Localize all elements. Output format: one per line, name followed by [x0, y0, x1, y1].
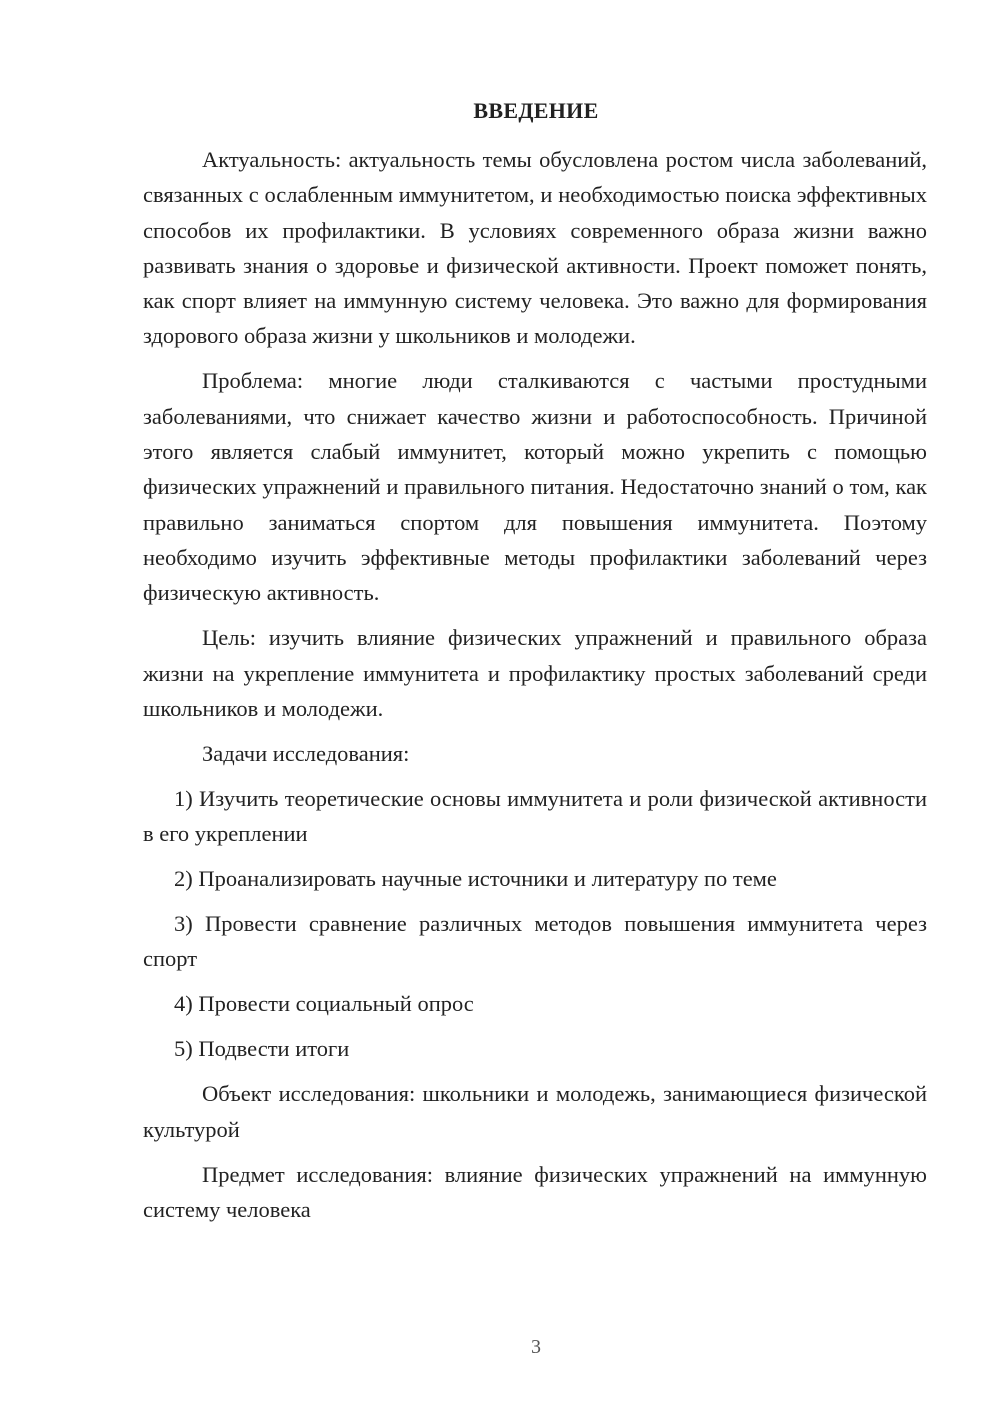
paragraph-subject: Предмет исследования: влияние физических упражнений на иммунную систему человека: [143, 1161, 927, 1222]
task-item-2: 2) Проанализировать научные источники и литературу по теме: [174, 866, 777, 892]
task-item-5: 5) Подвести итоги: [174, 1036, 350, 1062]
paragraph-problem: Проблема: многие люди сталкиваются с частыми простудными заболеваниями, что снижает качество жизни и работоспособность. Причиной этого является слабый иммунитет, который можно укрепить с помощью физических упражнений и правильного питания. Недостаточно знаний о том, как правильно заниматься спортом для повышения иммунитета. Поэтому необходимо изучить эффективные методы профилактики заболеваний через физическую активность.: [143, 368, 927, 606]
paragraph-relevance: Актуальность: актуальность темы обусловлена ростом числа заболеваний, связанных с ослабленным иммунитетом, и необходимостью поиска эффективных способов их профилактики. В условиях современного образа жизни важно развивать знания о здоровье и физической активности. Проект поможет понять, как спорт влияет на иммунную систему человека. Это важно для формирования здорового образа жизни у школьников и молодежи.: [143, 147, 927, 349]
paragraph-object: Объект исследования: школьники и молодежь, занимающиеся физической культурой: [143, 1081, 927, 1142]
paragraph-goal: Цель: изучить влияние физических упражнений и правильного образа жизни на укрепление иммунитета и профилактику простых заболеваний среди школьников и молодежи.: [143, 625, 927, 721]
task-item-1: 1) Изучить теоретические основы иммунитета и роли физической активности в его укреплении: [143, 785, 927, 847]
page-title: ВВЕДЕНИЕ: [473, 98, 599, 123]
tasks-heading: Задачи исследования:: [202, 740, 410, 766]
task-item-3: 3) Провести сравнение различных методов повышения иммунитета через спорт: [143, 911, 927, 972]
page-number: 3: [531, 1336, 541, 1358]
document-body: [143, 142, 927, 1237]
task-item-4: 4) Провести социальный опрос: [174, 991, 474, 1017]
